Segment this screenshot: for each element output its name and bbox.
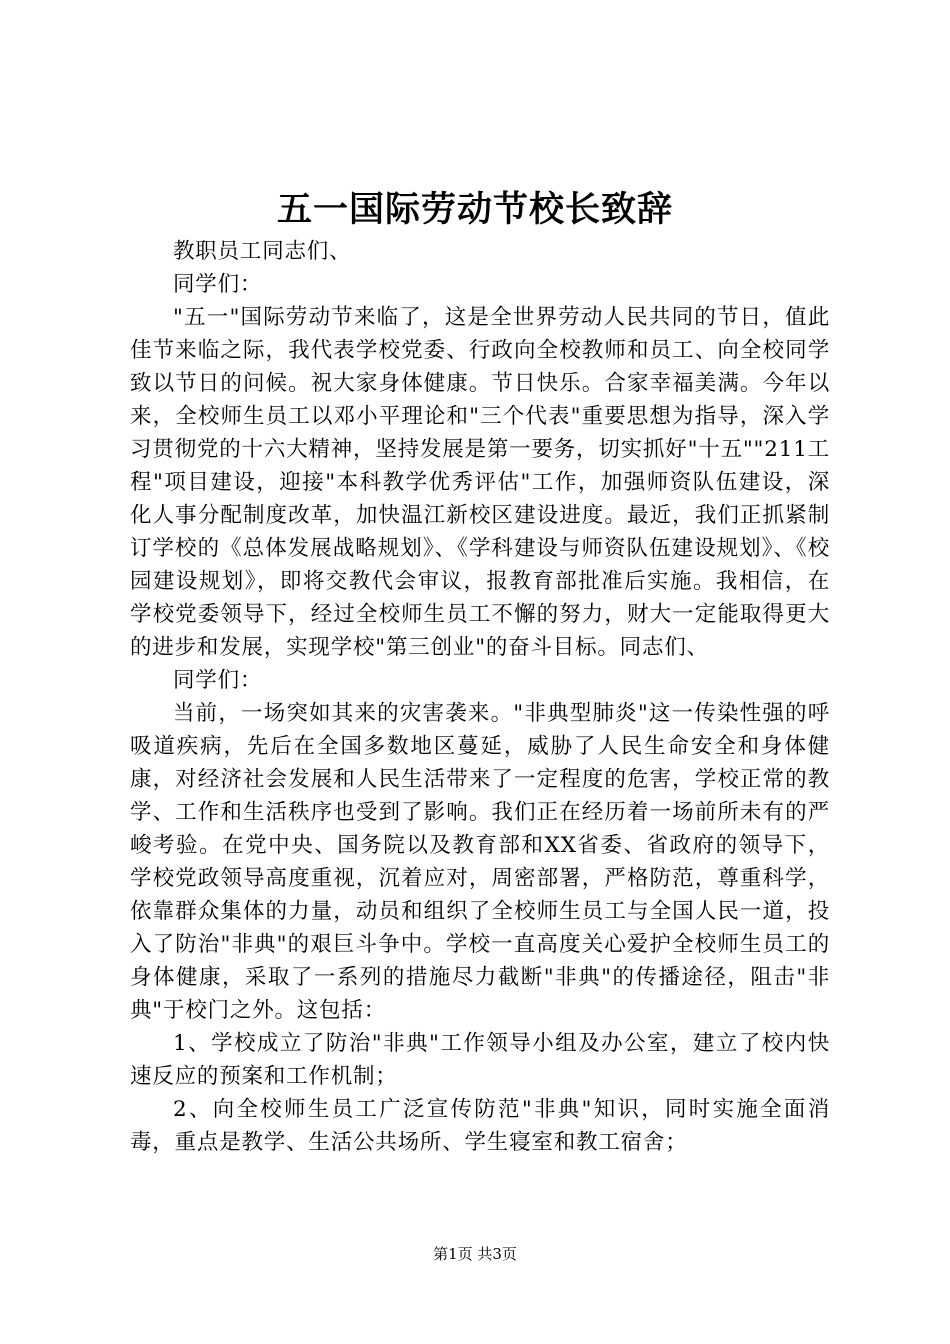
document-title: 五一国际劳动节校长致辞 [276,189,673,230]
paragraph-sars: 当前，一场突如其来的灾害袭来。"非典型肺炎"这一传染性强的呼吸道疾病，先后在全国多数地区蔓延，威胁了人民生命安全和身体健康，对经济社会发展和人民生活带来了一定程度的危害，学校正常的教学、工作和生活秩序也受到了影响。我们正在经历着一场前所未有的严峻考验。在党中央、国务院以及教育部和XX省委、省政府的领导下，学校党政领导高度重视，沉着应对，周密部署，严格防范，尊重科学，依靠群众集体的力量，动员和组织了全校师生员工与全国人民一道，投入了防治"非典"的艰巨斗争中。学校一直高度关心爱护全校师生员工的身体健康，采取了一系列的措施尽力截断"非典"的传播途径，阻击"非典"于校门之外。这包括： [130,701,830,1023]
salutation-staff: 教职员工同志们、 [173,239,352,264]
paragraph-may-day: "五一"国际劳动节来临了，这是全世界劳动人民共同的节日，值此佳节来临之际，我代表学校党委、行政向全校教师和员工、向全校同学致以节日的问候。祝大家身体健康。节日快乐。合家幸福美满。今年以来，全校师生员工以邓小平理论和"三个代表"重要思想为指导，深入学习贯彻党的十六大精神，坚持发展是第一要务，切实抓好"十五""211工程"项目建设，迎接"本科教学优秀评估"工作，加强师资队伍建设，深化人事分配制度改革，加快温江新校区建设进度。最近，我们正抓紧制订学校的《总体发展战略规划》、《学科建设与师资队伍建设规划》、《校园建设规划》，即将交教代会审议，报教育部批准后实施。我相信，在学校党委领导下，经过全校师生员工不懈的努力，财大一定能取得更大的进步和发展，实现学校"第三创业"的奋斗目标。同志们、 [130,305,830,660]
salutation-students: 同学们： [173,272,263,297]
salutation-students-2: 同学们： [173,668,263,693]
list-item-2: 2、向全校师生员工广泛宣传防范"非典"知识，同时实施全面消毒，重点是教学、生活公共场所、学生寝室和教工宿舍； [130,1097,830,1155]
list-item-1: 1、学校成立了防治"非典"工作领导小组及办公室，建立了校内快速反应的预案和工作机制； [130,1031,830,1089]
document-body [130,235,830,1159]
page-number-footer: 第1页 共3页 [433,1245,517,1263]
